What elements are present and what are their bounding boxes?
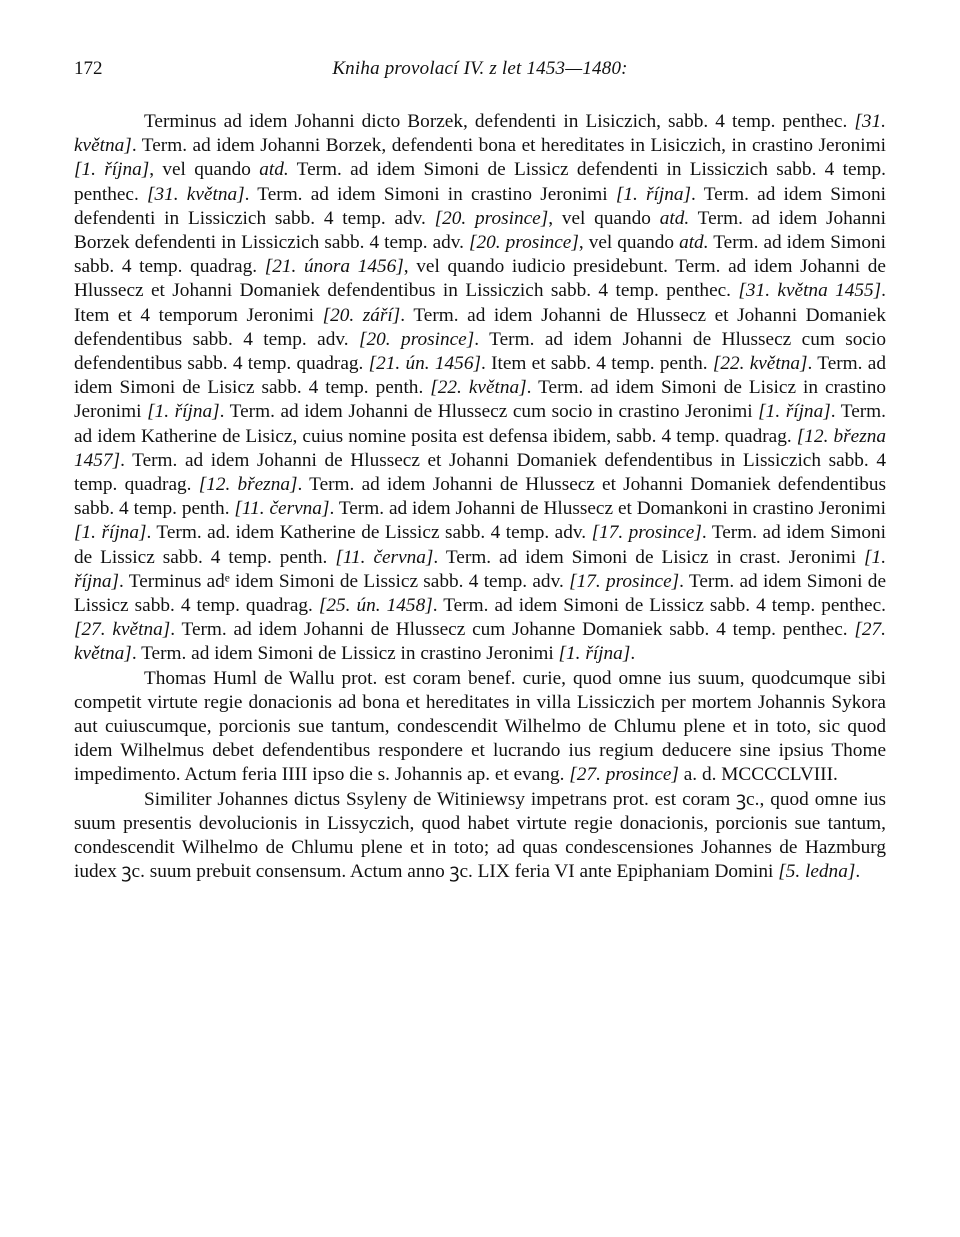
text-segment: . Term. ad idem Johanni de Hlussecz et Domankoni in crastino Jeronimi	[329, 498, 886, 520]
text-segment: . Term. ad idem Simoni de Lissicz sabb. 4 temp. penth.	[74, 522, 886, 568]
text-segment: a. d. MCCCCLVIII.	[678, 764, 838, 786]
page-header	[74, 58, 886, 88]
text-segment: , vel quando	[578, 232, 680, 254]
text-segment: . Term. ad idem Simoni de Lissicz sabb. 4 temp. quadrag.	[74, 570, 887, 617]
text-segment: . Term. ad idem Simoni de Lisicz sabb. 4 temp. penth.	[74, 353, 886, 399]
date-annotation: [31. května]	[74, 111, 886, 157]
text-segment: . Term. ad idem Simoni de Lisicz in crastino Jeronimi	[74, 377, 886, 423]
text-segment: . Term. ad idem Katherine de Lisicz, cuius nomine posita est defensa ibidem, sabb. 4 temp. quadrag.	[74, 401, 886, 447]
date-annotation: [17. prosince]	[591, 522, 702, 544]
text-segment: .	[630, 643, 636, 665]
date-annotation: [27. prosince]	[569, 764, 679, 786]
text-segment: . Term. ad. idem Katherine de Lissicz sabb. 4 temp. adv.	[146, 522, 592, 544]
text-segment: . Term. ad idem Johanni de Hlussecz et Johanni Domaniek defendentibus in Lissiczich sabb. 4 temp. quadrag.	[74, 449, 886, 496]
date-annotation: [21. ún. 1456]	[368, 353, 481, 375]
paragraph	[74, 667, 886, 788]
date-annotation: [12. března 1457]	[74, 425, 886, 471]
date-annotation: [20. prosince]	[359, 328, 475, 350]
text-segment: . Term. ad idem Johanni de Hlussecz cum Johanne Domaniek sabb. 4 temp. penthec.	[170, 619, 855, 641]
date-annotation: [25. ún. 1458]	[318, 595, 433, 617]
date-annotation: atd.	[659, 207, 690, 229]
date-annotation: [27. května]	[74, 619, 171, 641]
text-segment: . Term. ad idem Simoni de Lisicz in crast. Jeronimi	[433, 546, 865, 568]
text-segment: . Term. ad idem Johanni Borzek, defendenti bona et hereditates in Lisiczich, in crastino Jeronimi	[131, 135, 886, 157]
text-segment: , vel quando	[548, 207, 660, 229]
date-annotation: [31. května 1455]	[738, 280, 882, 302]
text-segment: . Item et sabb. 4 temp. penth.	[480, 353, 713, 375]
document-page	[74, 58, 886, 885]
date-annotation: [20. prosince]	[469, 232, 579, 254]
date-annotation: atd.	[679, 232, 709, 254]
text-segment: .	[855, 861, 861, 883]
date-annotation: [12. března]	[198, 474, 298, 496]
body-text	[74, 110, 886, 885]
text-segment: . Item et 4 temporum Jeronimi	[74, 280, 886, 326]
paragraph	[74, 788, 886, 885]
text-segment: Terminus ad idem Johanni dicto Borzek, defendenti in Lisiczich, sabb. 4 temp. penthec.	[144, 111, 855, 132]
text-segment: Term. ad idem Johanni Borzek defendenti in Lissiczich sabb. 4 temp. adv.	[74, 207, 886, 254]
date-annotation: [20. prosince]	[434, 207, 549, 229]
text-segment: . Term. ad idem Simoni in crastino Jeronimi	[244, 183, 616, 205]
date-annotation: [1. října]	[74, 159, 150, 181]
date-annotation: [1. října]	[147, 401, 220, 423]
text-segment: . Term. ad idem Simoni de Lissicz in crastino Jeronimi	[131, 643, 559, 665]
page-number: 172	[74, 58, 103, 79]
date-annotation: [1. října]	[74, 522, 147, 544]
date-annotation: [1. října]	[74, 546, 887, 592]
date-annotation: [11. června]	[234, 498, 330, 520]
date-annotation: [5. ledna]	[778, 861, 856, 883]
date-annotation: [11. června]	[335, 546, 434, 568]
text-segment: . Terminus adᵉ idem Simoni de Lissicz sabb. 4 temp. adv.	[119, 570, 570, 592]
date-annotation: [1. října]	[615, 183, 692, 205]
text-segment: . Term. ad idem Johanni de Hlussecz et Johanni Domaniek defendentibus sabb. 4 temp. penth.	[74, 474, 887, 520]
date-annotation: [22. května]	[430, 377, 527, 399]
date-annotation: [22. května]	[712, 353, 808, 375]
text-segment: . Term. ad idem Simoni defendenti in Lissiczich sabb. 4 temp. adv.	[74, 183, 887, 229]
text-segment: Thomas Huml de Wallu prot. est coram benef. curie, quod omne ius suum, quodcumque sibi competit virtute regie donacionis ad bona et hereditates in villa Lissiczich per mortem Johannis Sykora aut cuiuscumque, porcionis sue tantum, condescendit Wilhelmo de Chlumu plene et in toto, sic quod idem Wilhelmus debet defendentibus respondere et lucrando ius regium deducere sine ipsius Thome impedimento. Actum feria IIII ipso die s. Johannis ap. et evang.	[74, 667, 886, 786]
date-annotation: [1. října]	[758, 401, 831, 423]
text-segment: , vel quando iudicio presidebunt. Term. ad idem Johanni de Hlussecz et Johanni Domaniek defendentibus in Lissiczich sabb. 4 temp. penthec.	[74, 256, 886, 302]
running-title: Kniha provolací IV. z let 1453—1480:	[332, 58, 628, 79]
paragraph	[74, 110, 886, 667]
text-segment: . Term. ad idem Johanni de Hlussecz cum socio defendentibus sabb. 4 temp. quadrag.	[74, 328, 886, 375]
text-segment: Term. ad idem Simoni sabb. 4 temp. quadrag.	[74, 232, 886, 278]
date-annotation: [1. října]	[558, 643, 631, 665]
text-segment: , vel quando	[149, 159, 260, 181]
text-segment: . Term. ad idem Simoni de Lissicz sabb. 4 temp. penthec.	[432, 595, 886, 617]
text-segment: Term. ad idem Simoni de Lissicz defendenti in Lissiczich sabb. 4 temp. penthec.	[74, 159, 886, 205]
date-annotation: [20. září]	[322, 304, 401, 326]
date-annotation: [21. února 1456]	[264, 256, 404, 278]
date-annotation: [27. května]	[74, 619, 886, 665]
text-segment: . Term. ad idem Johanni de Hlussecz et Johanni Domaniek defendentibus sabb. 4 temp. adv.	[74, 304, 886, 350]
date-annotation: [17. prosince]	[569, 570, 680, 592]
text-segment: . Term. ad idem Johanni de Hlussecz cum socio in crastino Jeronimi	[219, 401, 759, 423]
date-annotation: atd.	[259, 159, 289, 181]
text-segment: Similiter Johannes dictus Ssyleny de Witiniewsy impetrans prot. est coram ꝫc., quod omne ius suum presentis devolucionis in Lissyczich, quod habet virtute regie donacionis, porcionis sue tantum, condescendit Wilhelmo de Chlumu plene et in toto; ad quas condescensiones Johannes de Hazmburg iudex ꝫc. suum prebuit consensum. Actum anno ꝫc. LIX feria VI ante Epiphaniam Domini	[74, 788, 886, 883]
date-annotation: [31. května]	[146, 183, 245, 205]
